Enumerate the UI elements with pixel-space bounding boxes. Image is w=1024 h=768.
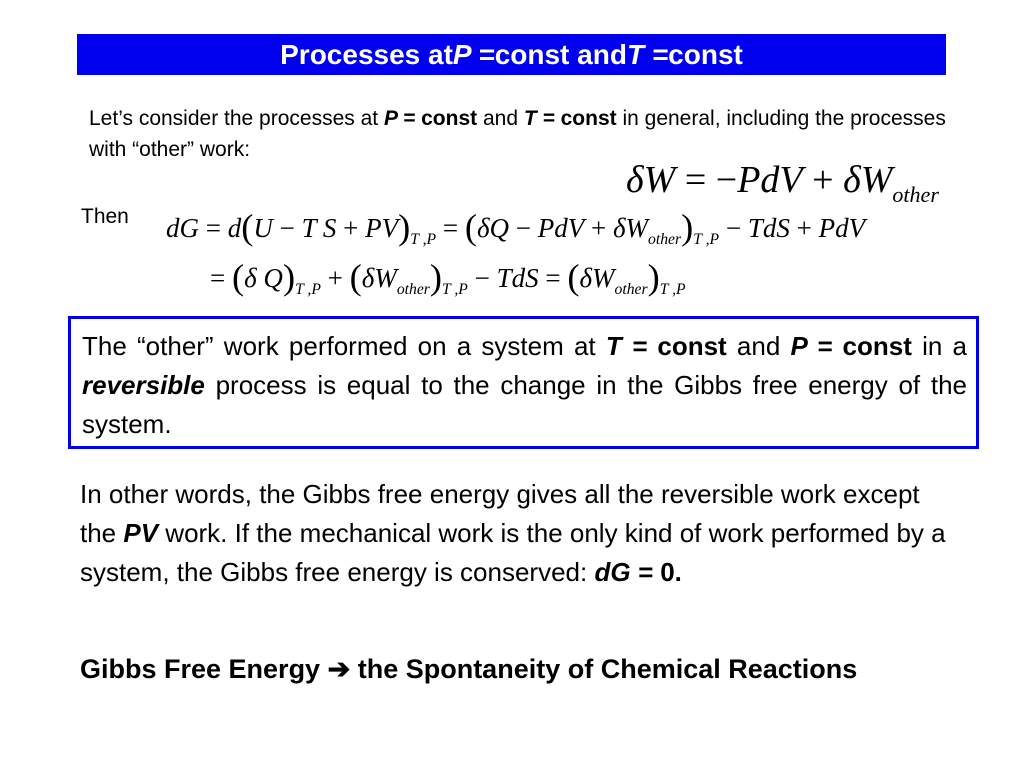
explanation-paragraph: In other words, the Gibbs free energy gives all the reversible work except the PV work. If the mechanical work is the only kind of work performed by a system, the Gibbs free energy is conserved: dG = 0. [80,479,946,587]
intro-text: Let’s consider the processes at P = const and T = const in general, including the processes with “other” work: [89,107,946,161]
arrow-icon: ➔ [327,654,351,684]
then-label: Then [81,205,129,228]
slide-title: Processes at P = const and T = const [77,34,946,75]
equation-dg-line2: = (δ $Q)_{T ,P} + (\delta W_{other})_{T ,P}$ − TdS = $(\delta W_{other})_{T ,P}$ [210,256,686,299]
equation-other-work: $\delta W = -PdV + \delta W_{other}$ [626,159,939,207]
equation-dg-line1: dG = d(U − T $S + PV)_{T ,P} = (\delta Q$ − PdV + $\delta W_{other})_{T ,P}$ − TdS + PdV [166,206,866,249]
section-heading: Gibbs Free Energy ➔ the Spontaneity of Chemical Reactions [80,654,858,684]
key-statement-box: The “other” work performed on a system at T = const and P = const in a reversible process is equal to the change in the Gibbs free energy of the system. [68,316,979,449]
